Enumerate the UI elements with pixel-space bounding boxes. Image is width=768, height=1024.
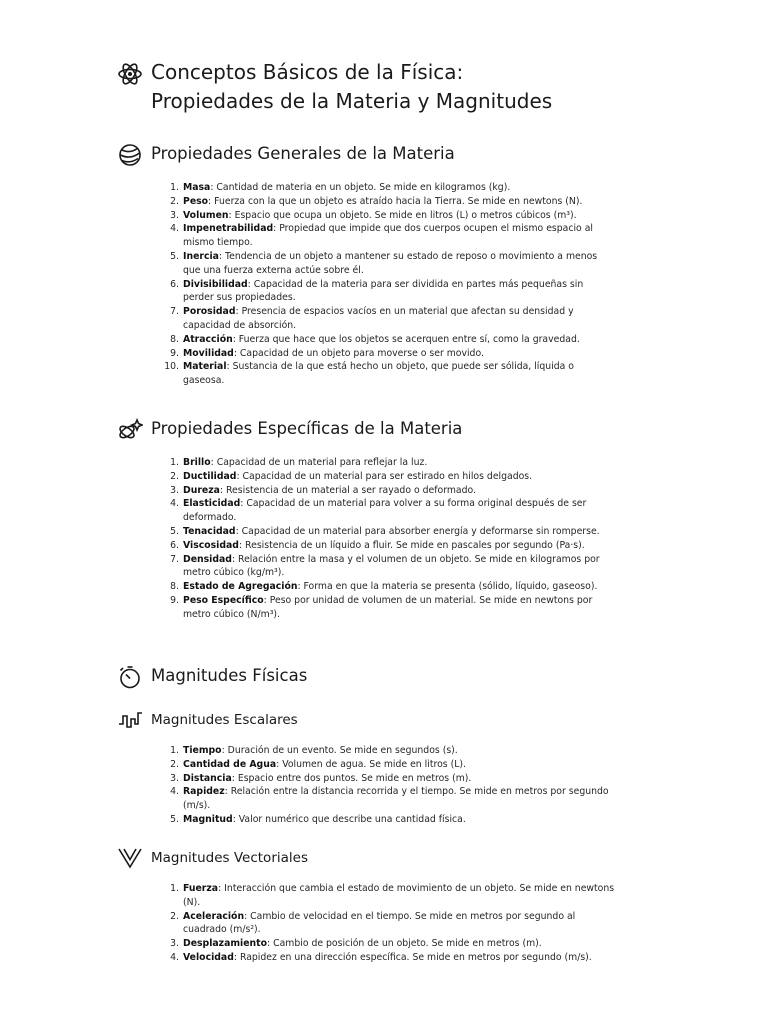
list-item [0, 937, 616, 951]
list-item [0, 484, 616, 498]
square-wave-icon [117, 707, 143, 733]
list-item-number: 4. [170, 951, 179, 963]
subsection-heading-vector: Magnitudes Vectoriales [151, 850, 308, 866]
list-item-term: Masa [183, 182, 211, 193]
list-item-number: 2. [170, 910, 179, 922]
list-item-term: Fuerza [183, 883, 219, 894]
list-item [0, 785, 616, 813]
list-item-term: Volumen [183, 209, 229, 221]
list-item-number: 1. [170, 883, 179, 894]
list-item-number: 7. [170, 306, 179, 318]
list-item [0, 333, 616, 347]
list-item-description: : Resistencia de un material a ser rayado o deformado. [219, 484, 476, 496]
list-item-description: : Fuerza con la que un objeto es atraído hacia la Tierra. Se mide en newtons (N). [208, 195, 583, 207]
list-item-description: : Rapidez en una dirección específica. Se mide en metros por segundo (m/s). [233, 951, 592, 963]
list-item-description: : Forma en que la materia se presenta (sólido, líquido, gaseoso). [297, 581, 598, 593]
section-heading-general: Propiedades Generales de la Materia [151, 144, 455, 163]
list-item-term: Distancia [183, 772, 232, 784]
list-item-description: : Duración de un evento. Se mide en segundos (s). [221, 745, 458, 756]
list-item [0, 360, 616, 388]
list-item [0, 951, 616, 965]
list-item-description: : Capacidad de un material para absorber energía y deformarse sin romperse. [235, 525, 600, 537]
stopwatch-icon [117, 664, 143, 690]
list-item-number: 4. [170, 223, 179, 235]
list-item-description: : Capacidad de un material para volver a su forma original después de ser deformado. [183, 498, 587, 524]
list-item-description: : Relación entre la masa y el volumen de un objeto. Se mide en kilogramos por metro cúbico (kg/m³). [183, 553, 600, 579]
list-item-number: 6. [170, 539, 179, 551]
list-item-description: : Valor numérico que describe una cantidad física. [232, 813, 466, 825]
scalar-magnitudes-list [0, 744, 616, 827]
list-item-term: Tiempo [183, 745, 222, 756]
planet-icon [117, 142, 143, 168]
list-item-description: : Cantidad de materia en un objeto. Se mide en kilogramos (kg). [210, 182, 511, 193]
list-item-term: Magnitud [183, 813, 233, 825]
atom-icon [117, 61, 143, 87]
list-item-term: Divisibilidad [183, 278, 248, 290]
list-item [0, 181, 616, 195]
page-title-line-2: Propiedades de la Materia y Magnitudes [151, 89, 553, 113]
list-item-number: 7. [170, 553, 179, 565]
list-item [0, 594, 616, 622]
molecule-icon [117, 417, 143, 443]
list-item [0, 195, 616, 209]
list-item-term: Viscosidad [183, 539, 239, 551]
list-item-number: 4. [170, 498, 179, 510]
list-item-description: : Relación entre la distancia recorrida y el tiempo. Se mide en metros por segundo (m/s). [183, 786, 609, 812]
list-item-number: 3. [170, 772, 179, 784]
list-item-term: Inercia [183, 250, 219, 262]
list-item [0, 910, 616, 938]
list-item-term: Cantidad de Agua [183, 758, 277, 770]
list-item [0, 758, 616, 772]
list-item-term: Dureza [183, 484, 220, 496]
list-item [0, 470, 616, 484]
vector-magnitudes-list [0, 882, 616, 965]
list-item-term: Tenacidad [183, 525, 236, 537]
list-item-number: 2. [170, 195, 179, 207]
list-item [0, 772, 616, 786]
list-item-number: 2. [170, 470, 179, 482]
list-item-description: : Tendencia de un objeto a mantener su estado de reposo o movimiento a menos que una fuerza externa actúe sobre él. [183, 250, 598, 276]
list-item-term: Densidad [183, 553, 232, 565]
list-item-term: Movilidad [183, 347, 234, 359]
list-item-term: Peso Específico [183, 594, 264, 606]
list-item-number: 6. [170, 278, 179, 290]
list-item-description: : Capacidad de un material para reflejar la luz. [210, 457, 428, 468]
list-item-description: : Espacio que ocupa un objeto. Se mide en litros (L) o metros cúbicos (m³). [228, 209, 577, 221]
list-item [0, 278, 616, 306]
list-item-term: Brillo [183, 457, 211, 468]
list-item-description: : Presencia de espacios vacíos en un material que afectan su densidad y capacidad de absorción. [183, 306, 574, 331]
page-title-line-1: Conceptos Básicos de la Física: [151, 60, 464, 84]
general-properties-list [0, 181, 616, 388]
list-item [0, 497, 616, 525]
list-item-term: Impenetrabilidad [183, 223, 274, 235]
list-item-number: 5. [170, 813, 179, 825]
list-item-description: : Fuerza que hace que los objetos se acerquen entre sí, como la gravedad. [232, 333, 580, 345]
list-item-description: : Espacio entre dos puntos. Se mide en metros (m). [231, 772, 472, 784]
list-item-term: Elasticidad [183, 498, 241, 510]
list-item-term: Rapidez [183, 786, 225, 798]
list-item-description: : Capacidad de la materia para ser dividida en partes más pequeñas sin perder sus propiedades. [183, 278, 584, 304]
list-item [0, 305, 616, 333]
list-item-number: 3. [170, 209, 179, 221]
list-item-number: 9. [170, 347, 179, 359]
list-item-term: Ductilidad [183, 470, 237, 482]
section-heading-specific: Propiedades Específicas de la Materia [151, 419, 463, 438]
list-item [0, 456, 616, 470]
list-item [0, 209, 616, 223]
list-item [0, 525, 616, 539]
list-item-number: 3. [170, 938, 179, 950]
list-item-number: 5. [170, 525, 179, 537]
list-item-description: : Cambio de posición de un objeto. Se mide en metros (m). [267, 938, 542, 950]
list-item-number: 4. [170, 786, 179, 798]
list-item-term: Aceleración [183, 910, 245, 922]
list-item-number: 1. [170, 745, 179, 756]
list-item-term: Velocidad [183, 951, 234, 963]
list-item-description: : Sustancia de la que está hecho un objeto, que puede ser sólida, líquida o gaseosa. [183, 361, 574, 387]
list-item [0, 813, 616, 827]
list-item-description: : Resistencia de un líquido a fluir. Se mide en pascales por segundo (Pa·s). [238, 539, 585, 551]
list-item [0, 744, 616, 758]
list-item-term: Estado de Agregación [183, 581, 298, 593]
list-item-number: 9. [170, 594, 179, 606]
list-item-description: : Propiedad que impide que dos cuerpos ocupen el mismo espacio al mismo tiempo. [183, 223, 593, 249]
list-item-term: Material [183, 361, 227, 373]
list-item-description: : Capacidad de un material para ser estirado en hilos delgados. [236, 470, 533, 482]
subsection-heading-scalar: Magnitudes Escalares [151, 712, 298, 728]
list-item-number: 1. [170, 457, 179, 468]
list-item [0, 580, 616, 594]
specific-properties-list [0, 456, 616, 622]
list-item-description: : Volumen de agua. Se mide en litros (L). [276, 758, 466, 770]
list-item [0, 539, 616, 553]
list-item-description: : Cambio de velocidad en el tiempo. Se mide en metros por segundo al cuadrado (m/s²). [183, 910, 576, 936]
list-item-number: 1. [170, 182, 179, 193]
list-item-term: Atracción [183, 333, 233, 345]
list-item [0, 882, 616, 910]
list-item [0, 347, 616, 361]
list-item [0, 553, 616, 581]
list-item-number: 3. [170, 484, 179, 496]
list-item-description: : Peso por unidad de volumen de un material. Se mide en newtons por metro cúbico (N/m³). [183, 594, 593, 620]
list-item-number: 2. [170, 758, 179, 770]
list-item-term: Porosidad [183, 306, 236, 318]
list-item-description: : Capacidad de un objeto para moverse o ser movido. [233, 347, 484, 359]
vector-icon [117, 845, 143, 871]
list-item-term: Desplazamiento [183, 938, 267, 950]
list-item-number: 5. [170, 250, 179, 262]
page-title [151, 58, 552, 116]
list-item [0, 222, 616, 250]
list-item-number: 8. [170, 581, 179, 593]
list-item-description: : Interacción que cambia el estado de movimiento de un objeto. Se mide en newtons (N). [183, 883, 615, 908]
list-item-number: 10. [164, 361, 179, 373]
section-heading-magnitudes: Magnitudes Físicas [151, 666, 308, 685]
list-item [0, 250, 616, 278]
list-item-term: Peso [183, 195, 209, 207]
list-item-number: 8. [170, 333, 179, 345]
